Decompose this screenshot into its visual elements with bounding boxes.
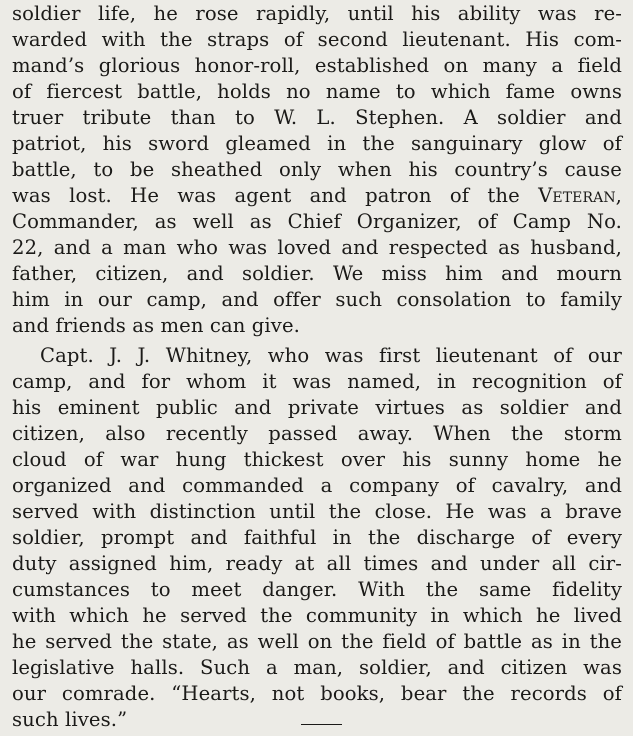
- text-line: cumstances to meet danger. With the same fidelity: [12, 578, 622, 601]
- text-line: soldier, prompt and faithful in the discharge of every: [12, 526, 622, 549]
- text-line: camp, and for whom it was named, in recognition of: [12, 370, 622, 393]
- text-line: truer tribute than to W. L. Stephen. A soldier and: [12, 106, 622, 129]
- text-line: [12, 183, 622, 209]
- text-line: served with distinction until the close. He was a brave: [12, 500, 622, 523]
- text-line: legislative halls. Such a man, soldier, and citizen was: [12, 656, 622, 679]
- text-line: and friends as men can give.: [12, 314, 300, 337]
- text-line: such lives.”: [12, 708, 128, 731]
- text-line: his eminent public and private virtues as soldier and: [12, 396, 622, 419]
- veteran-title: Veteran,: [538, 184, 622, 207]
- text-line: father, citizen, and soldier. We miss him and mourn: [12, 262, 622, 285]
- text-line: warded with the straps of second lieutenant. His com-: [12, 28, 622, 51]
- text-segment: was lost. He was agent and patron of the: [12, 184, 539, 207]
- text-line: our comrade. “Hearts, not books, bear the records of: [12, 682, 622, 705]
- text-line: he served the state, as well on the field of battle as in the: [12, 630, 622, 653]
- text-line: cloud of war hung thickest over his sunny home he: [12, 448, 622, 471]
- text-line: him in our camp, and offer such consolation to family: [12, 288, 622, 311]
- text-line: with which he served the community in which he lived: [12, 604, 622, 627]
- text-line: soldier life, he rose rapidly, until his ability was re-: [12, 2, 622, 25]
- section-end-rule: [301, 724, 342, 725]
- text-line: mand’s glorious honor-roll, established on many a field: [12, 54, 622, 77]
- text-line: Commander, as well as Chief Organizer, of Camp No.: [12, 210, 622, 233]
- text-line: duty assigned him, ready at all times and under all cir-: [12, 552, 622, 575]
- text-line: of fiercest battle, holds no name to which fame owns: [12, 80, 622, 103]
- text-line: battle, to be sheathed only when his country’s cause: [12, 158, 622, 181]
- text-line: citizen, also recently passed away. When the storm: [12, 422, 622, 445]
- text-line: 22, and a man who was loved and respected as husband,: [12, 236, 622, 259]
- text-line: organized and commanded a company of cavalry, and: [12, 474, 622, 497]
- text-line: Capt. J. J. Whitney, who was first lieutenant of our: [40, 344, 622, 367]
- text-line: patriot, his sword gleamed in the sanguinary glow of: [12, 132, 622, 155]
